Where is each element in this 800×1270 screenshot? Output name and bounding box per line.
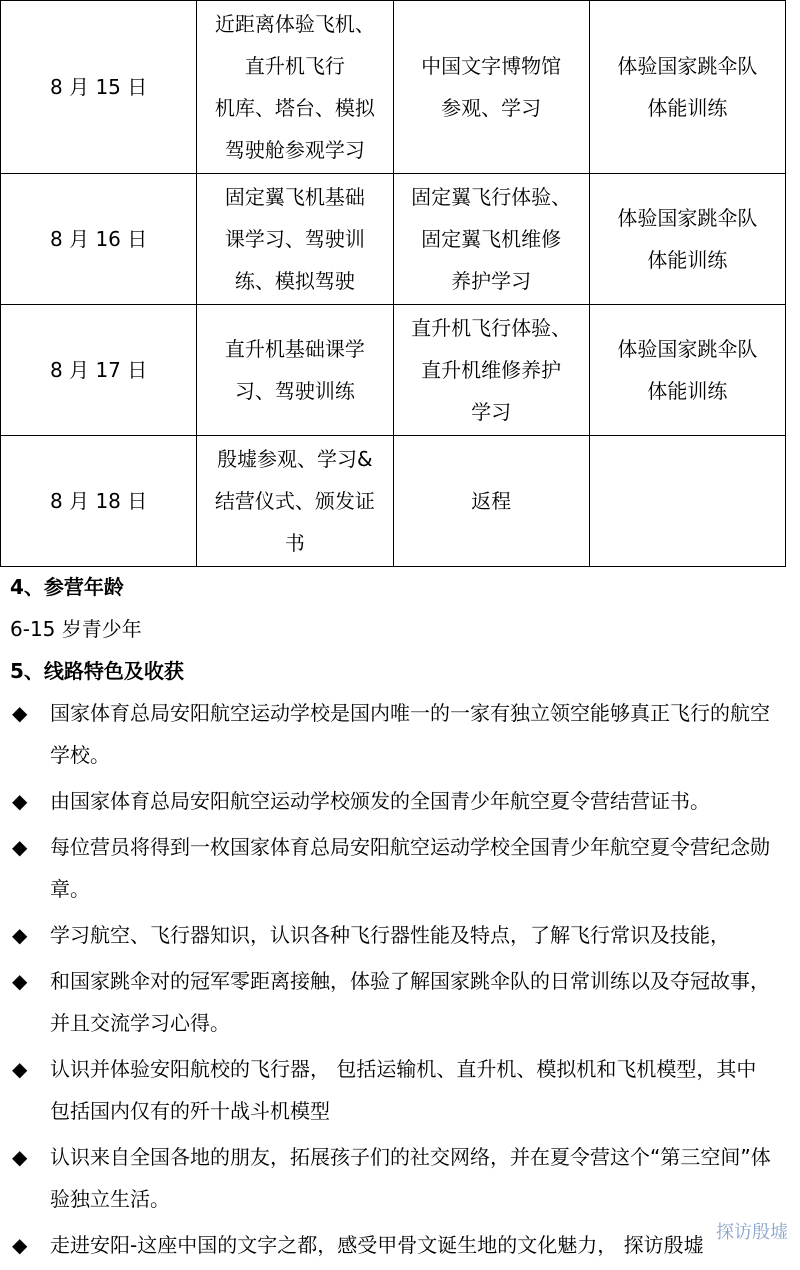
list-item: ◆ 国家体育总局安阳航空运动学校是国内唯一的一家有独立领空能够真正飞行的航空学校。 — [0, 692, 786, 776]
activity-cell: 殷墟参观、学习& 结营仪式、颁发证 书 — [197, 436, 393, 567]
article-body — [0, 566, 786, 1270]
list-item: ◆ 学习航空、飞行器知识，认识各种飞行器性能及特点，了解飞行常识及技能， — [0, 914, 786, 956]
date-cell: 8 月 15 日 — [1, 1, 197, 174]
schedule-table — [0, 0, 786, 567]
feature-list — [0, 692, 786, 1266]
list-item: ◆ 认识来自全国各地的朋友，拓展孩子们的社交网络，并在夏令营这个“第三空间”体验独立生活。 — [0, 1136, 786, 1220]
age-range-text: 6-15 岁青少年 — [10, 617, 142, 641]
activity-cell — [589, 436, 785, 567]
diamond-bullet-icon: ◆ — [12, 1233, 28, 1257]
list-item: ◆ 走进安阳-这座中国的文字之都，感受甲骨文诞生地的文化魅力， 探访殷墟 — [0, 1224, 786, 1266]
diamond-bullet-icon: ◆ — [12, 789, 28, 813]
activity-cell: 返程 — [393, 436, 589, 567]
diamond-bullet-icon: ◆ — [12, 701, 28, 725]
table-row — [1, 174, 786, 305]
date-cell: 8 月 16 日 — [1, 174, 197, 305]
list-item: ◆ 和国家跳伞对的冠军零距离接触，体验了解国家跳伞队的日常训练以及夺冠故事，并且交流学习心得。 — [0, 960, 786, 1044]
diamond-bullet-icon: ◆ — [12, 1145, 28, 1169]
activity-cell: 直升机飞行体验、 直升机维修养护 学习 — [393, 305, 589, 436]
activity-cell: 直升机基础课学 习、驾驶训练 — [197, 305, 393, 436]
list-item: ◆ 每位营员将得到一枚国家体育总局安阳航空运动学校全国青少年航空夏令营纪念勋章。 — [0, 826, 786, 910]
activity-cell: 体验国家跳伞队 体能训练 — [589, 1, 785, 174]
activity-cell: 固定翼飞机基础 课学习、驾驶训 练、模拟驾驶 — [197, 174, 393, 305]
diamond-bullet-icon: ◆ — [12, 835, 28, 859]
diamond-bullet-icon: ◆ — [12, 923, 28, 947]
activity-cell: 体验国家跳伞队 体能训练 — [589, 305, 785, 436]
list-item: ◆ 认识并体验安阳航校的飞行器， 包括运输机、直升机、模拟机和飞机模型，其中包括国内仅有的歼十战斗机模型 — [0, 1048, 786, 1132]
date-cell: 8 月 17 日 — [1, 305, 197, 436]
date-cell: 8 月 18 日 — [1, 436, 197, 567]
table-row — [1, 305, 786, 436]
section-heading-features: 5、线路特色及收获 — [10, 659, 184, 683]
section-heading-age: 4、参营年龄 — [10, 575, 124, 599]
watermark: 探访殷墟 — [716, 1222, 788, 1243]
diamond-bullet-icon: ◆ — [12, 969, 28, 993]
diamond-bullet-icon: ◆ — [12, 1057, 28, 1081]
list-item: ◆ 由国家体育总局安阳航空运动学校颁发的全国青少年航空夏令营结营证书。 — [0, 780, 786, 822]
activity-cell: 中国文字博物馆 参观、学习 — [393, 1, 589, 174]
activity-cell: 近距离体验飞机、 直升机飞行 机库、塔台、模拟 驾驶舱参观学习 — [197, 1, 393, 174]
table-row — [1, 436, 786, 567]
activity-cell: 体验国家跳伞队 体能训练 — [589, 174, 785, 305]
activity-cell: 固定翼飞行体验、 固定翼飞机维修 养护学习 — [393, 174, 589, 305]
table-row — [1, 1, 786, 174]
